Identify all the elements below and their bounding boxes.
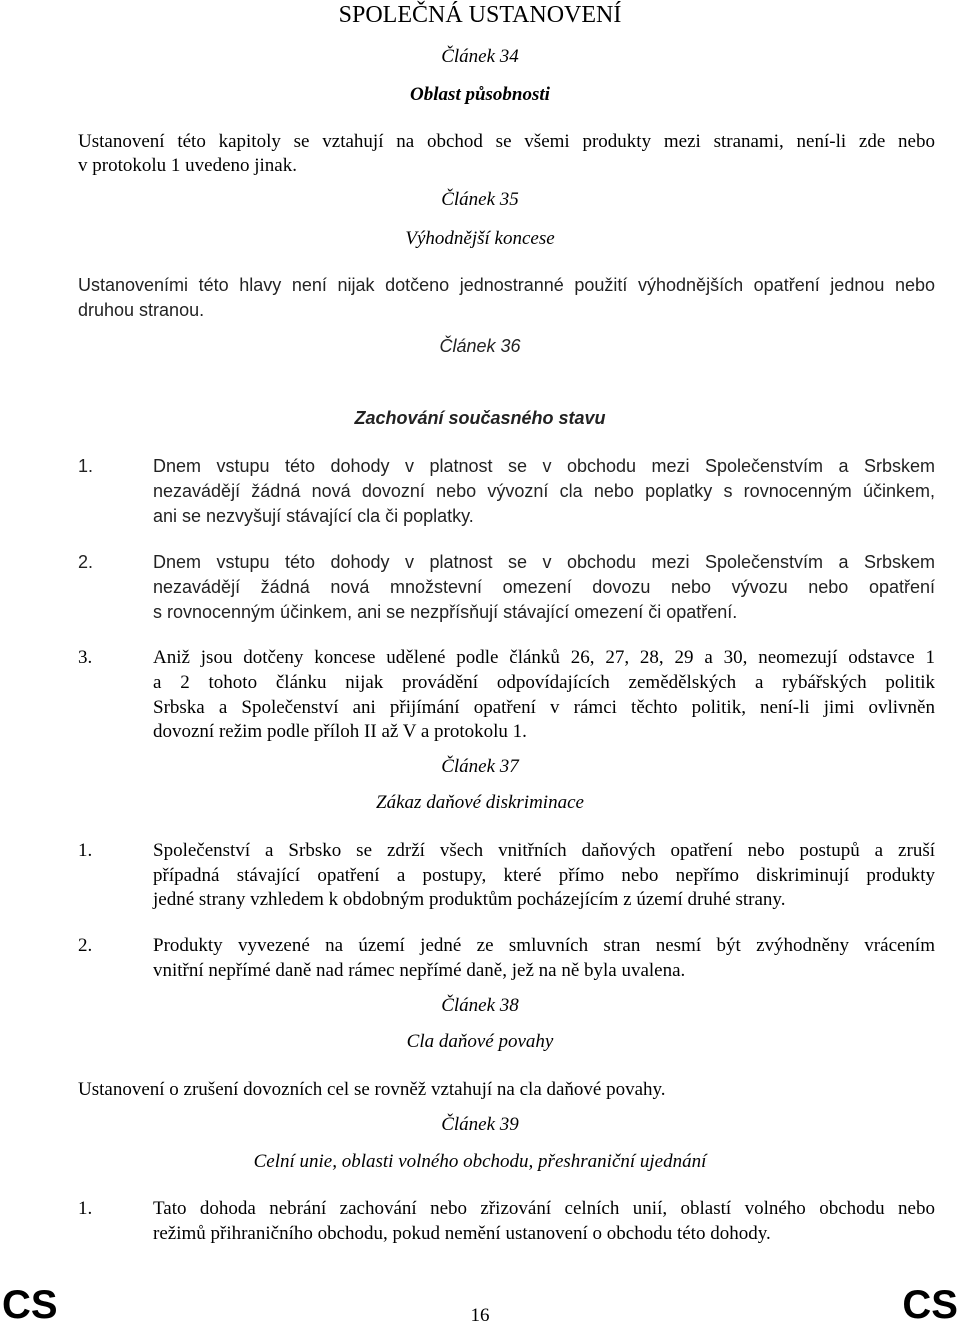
paragraph-line: Srbska a Společenství ani přijímání opatření v rámci těchto politik, není-li jimi ovlivněn — [153, 697, 935, 718]
article-title: Zákaz daňové diskriminace — [376, 792, 584, 813]
paragraph-line: ani se nezvyšují stávající cla či poplatky. — [153, 506, 474, 526]
paragraph-line: Dnem vstupu této dohody v platnost se v obchodu mezi Společenstvím a Srbskem — [153, 456, 935, 476]
paragraph-line: druhou stranou. — [78, 300, 205, 320]
paragraph-line: nezavádějí žádná nová množstevní omezení dovozu nebo vývozu nebo opatření — [153, 577, 935, 597]
paragraph-line: Produkty vyvezené na území jedné ze smluvních stran nesmí být zvýhodněny vrácením — [153, 935, 935, 956]
paragraph-line: jedné strany vzhledem k obdobným produktům pocházejícím z území druhé strany. — [153, 889, 786, 910]
paragraph-line: Ustanoveními této hlavy není nijak dotčeno jednostranné použití výhodnějších opatření jednou nebo — [78, 275, 935, 295]
paragraph-line: režimů přihraničního obchodu, pokud nemění ustanovení o obchodu této dohody. — [153, 1223, 771, 1244]
article-title: Zachování současného stavu — [354, 408, 606, 428]
section-heading: SPOLEČNÁ USTANOVENÍ — [338, 2, 622, 28]
paragraph-line: Tato dohoda nebrání zachování nebo zřizování celních unií, oblastí volného obchodu nebo — [153, 1198, 935, 1219]
paragraph-line: Ustanovení této kapitoly se vztahují na obchod se všemi produkty mezi stranami, není-li zde nebo — [78, 131, 935, 152]
article-number: Článek 39 — [441, 1114, 519, 1135]
paragraph-number: 2. — [78, 935, 93, 956]
article-number: Článek 37 — [441, 756, 519, 777]
article-number: Článek 38 — [441, 995, 519, 1016]
article-title: Celní unie, oblasti volného obchodu, přeshraniční ujednání — [253, 1151, 707, 1172]
paragraph-line: vnitřní nepřímé daně nad rámec nepřímé daně, jež na ně byla uvalena. — [153, 960, 686, 981]
page-number: 16 — [470, 1305, 490, 1326]
paragraph-number: 1. — [78, 1198, 93, 1219]
paragraph-number: 3. — [78, 647, 93, 668]
article-number: Článek 34 — [441, 46, 519, 67]
paragraph-line: nezavádějí žádná nová dovozní nebo vývozní cla nebo poplatky s rovnocenným účinkem, — [153, 481, 935, 501]
paragraph-line: Dnem vstupu této dohody v platnost se v obchodu mezi Společenstvím a Srbskem — [153, 552, 935, 572]
paragraph-line: s rovnocenným účinkem, ani se nezpřísňují stávající omezení či opatření. — [153, 602, 738, 622]
article-number: Článek 36 — [439, 336, 521, 356]
paragraph-line: v protokolu 1 uvedeno jinak. — [78, 155, 297, 176]
article-title: Výhodnější koncese — [405, 228, 555, 249]
paragraph-number: 2. — [78, 552, 94, 572]
paragraph-line: Ustanovení o zrušení dovozních cel se rovněž vztahují na cla daňové povahy. — [78, 1079, 666, 1100]
paragraph-line: a 2 tohoto článku nijak provádění odpovídajících zemědělských a rybářských politik — [153, 672, 935, 693]
footer-language-code-right: CS — [902, 1283, 958, 1327]
article-title: Cla daňové povahy — [406, 1031, 554, 1052]
paragraph-number: 1. — [78, 456, 94, 476]
paragraph-line: dovozní režim podle příloh II až V a protokolu 1. — [153, 721, 527, 742]
article-title: Oblast působnosti — [410, 84, 550, 105]
paragraph-line: Aniž jsou dotčeny koncese udělené podle článků 26, 27, 28, 29 a 30, neomezují odstavce 1 — [153, 647, 935, 668]
article-number: Článek 35 — [441, 189, 519, 210]
paragraph-line: Společenství a Srbsko se zdrží všech vnitřních daňových opatření nebo postupů a zruší — [153, 840, 935, 861]
paragraph-line: případná stávající opatření a postupy, které přímo nebo nepřímo diskriminují produkty — [153, 865, 935, 886]
paragraph-number: 1. — [78, 840, 93, 861]
footer-language-code-left: CS — [2, 1283, 58, 1327]
